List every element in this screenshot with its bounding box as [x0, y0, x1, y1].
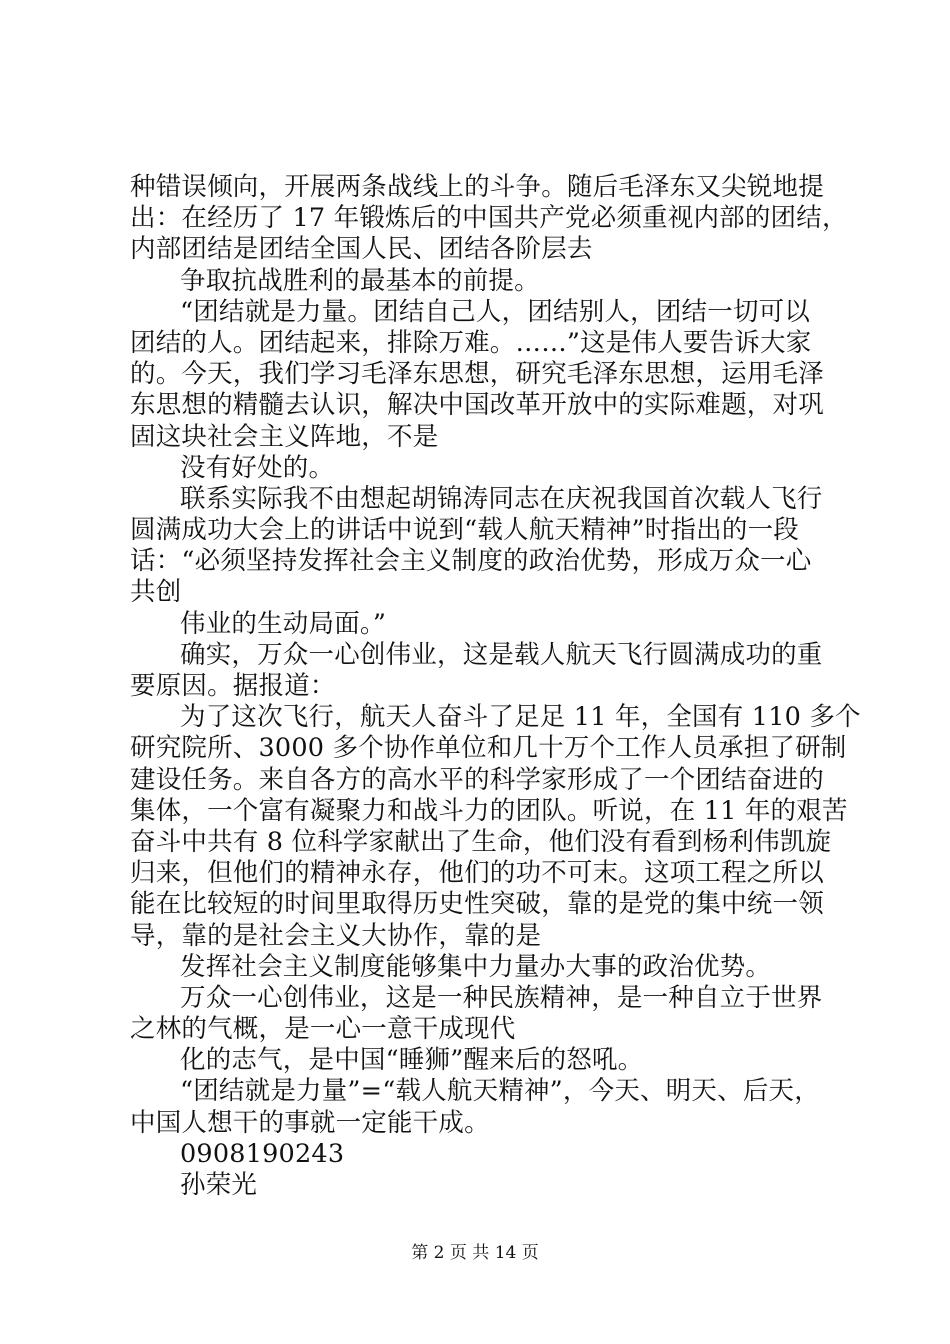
text-line: 争取抗战胜利的最基本的前提。 — [180, 265, 540, 296]
text-line: 归来，但他们的精神永存，他们的功不可末。这项工程之所以 — [130, 858, 824, 889]
text-line: 出：在经历了 17 年锻炼后的中国共产党必须重视内部的团结， — [130, 203, 848, 234]
text-line: 没有好处的。 — [180, 452, 335, 483]
text-line: 导，靠的是社会主义大协作，靠的是 — [130, 920, 542, 951]
page-footer — [0, 1243, 950, 1263]
text-line: 能在比较短的时间里取得历史性突破，靠的是党的集中统一领 — [130, 889, 824, 920]
text-line: 话：“必须坚持发挥社会主义制度的政治优势，形成万众一心 — [130, 546, 812, 577]
text-line: 万众一心创伟业，这是一种民族精神，是一种自立于世界 — [180, 982, 823, 1013]
text-line: 确实，万众一心创伟业，这是载人航天飞行圆满成功的重 — [180, 639, 823, 670]
text-line: 种错误倾向，开展两条战线上的斗争。随后毛泽东又尖锐地提 — [130, 172, 824, 202]
text-line: 为了这次飞行，航天人奋斗了足足 11 年，全国有 110 多个 — [180, 702, 861, 733]
text-line: 研究院所、3000 多个协作单位和几十万个工作人员承担了研制 — [130, 733, 847, 764]
page-number: 第 2 页 共 14 页 — [411, 1243, 539, 1263]
document-body — [130, 172, 861, 1201]
text-line: 共创 — [130, 577, 182, 608]
text-line: “团结就是力量。团结自己人，团结别人，团结一切可以 — [180, 296, 811, 327]
text-line: 建设任务。来自各方的高水平的科学家形成了一个团结奋进的 — [130, 764, 824, 795]
text-line: 联系实际我不由想起胡锦涛同志在庆祝我国首次载人飞行 — [180, 483, 823, 514]
text-line: 的。今天，我们学习毛泽东思想，研究毛泽东思想，运用毛泽 — [130, 359, 824, 390]
text-line: “团结就是力量”=“载人航天精神”，今天、明天、后天， — [180, 1076, 820, 1107]
text-line: 要原因。据报道： — [130, 671, 336, 701]
document-code: 0908190243 — [180, 1138, 345, 1169]
text-line: 化的志气，是中国“睡狮”醒来后的怒吼。 — [180, 1045, 644, 1076]
text-line: 奋斗中共有 8 位科学家献出了生命，他们没有看到杨利伟凯旋 — [130, 826, 832, 857]
text-line: 集体，一个富有凝聚力和战斗力的团队。听说，在 11 年的艰苦 — [130, 795, 848, 826]
text-line: 固这块社会主义阵地，不是 — [130, 421, 439, 452]
text-line: 圆满成功大会上的讲话中说到“载人航天精神”时指出的一段 — [130, 515, 799, 546]
text-line: 团结的人。团结起来，排除万难。……”这是伟人要告诉大家 — [130, 327, 812, 358]
text-line: 发挥社会主义制度能够集中力量办大事的政治优势。 — [180, 951, 772, 982]
author-name: 孙荣光 — [180, 1170, 258, 1200]
text-line: 内部团结是团结全国人民、团结各阶层去 — [130, 234, 593, 265]
text-line: 中国人想干的事就一定能干成。 — [130, 1107, 490, 1138]
text-line: 之林的气概，是一心一意干成现代 — [130, 1014, 516, 1045]
text-line: 东思想的精髓去认识，解决中国改革开放中的实际难题，对巩 — [130, 390, 824, 421]
text-line: 伟业的生动局面。” — [180, 608, 387, 639]
